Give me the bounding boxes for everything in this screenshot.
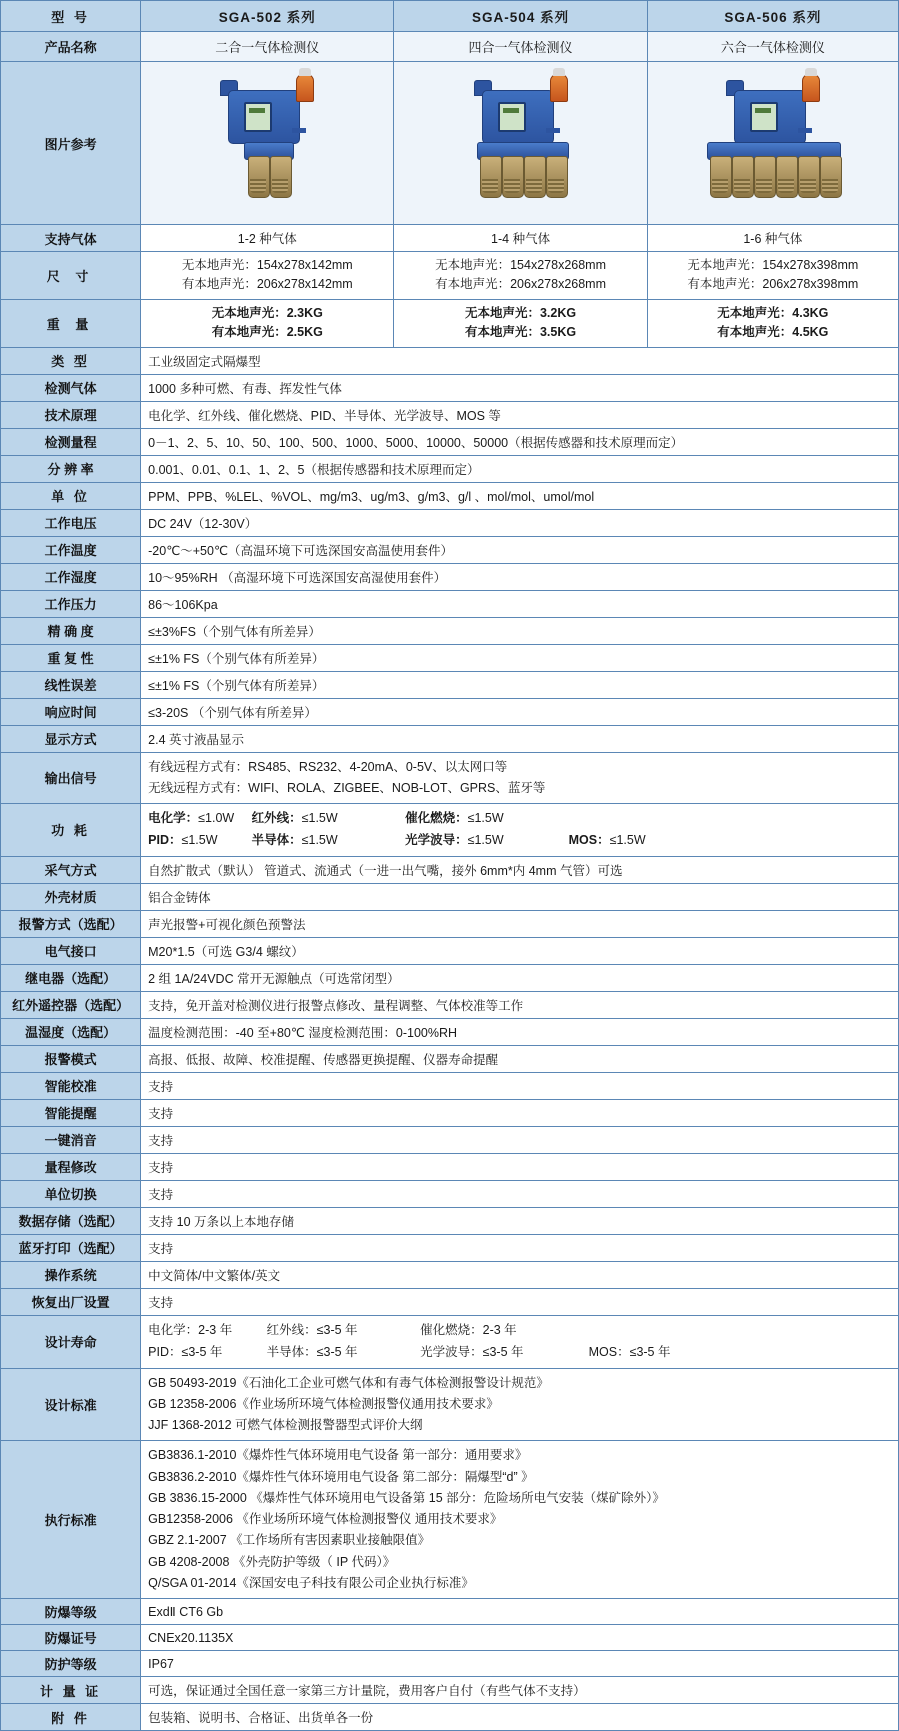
exec-standard-line1: GB3836.1-2010《爆炸性气体环境用电气设备 第一部分：通用要求》 — [148, 1448, 528, 1463]
support-gas-2: 1-4 种气体 — [394, 225, 647, 252]
model-header-3: SGA-506 系列 — [647, 1, 898, 32]
size-3 — [647, 252, 898, 300]
table-row-weight — [1, 299, 899, 347]
row-value-rows-7: -20℃～+50℃（高温环境下可选深国安高温使用套件） — [141, 536, 899, 563]
row-label-rows-4: 分 辨 率 — [1, 455, 141, 482]
exec-standard-line6: GB 4208-2008 《外壳防护等级（ IP 代码）》 — [148, 1554, 396, 1569]
row-value-rows2-13: 支持 10 万条以上本地存储 — [141, 1207, 899, 1234]
size-2-line1: 无本地声光：154x278x268mm — [435, 258, 607, 272]
table-row — [1, 1234, 899, 1261]
power-item-4: PID：≤1.5W — [148, 832, 218, 847]
exec-standard-line2: GB3836.2-2010《爆炸性气体环境用电气设备 第二部分：隔爆型“d” 》 — [148, 1469, 534, 1484]
table-row-size — [1, 252, 899, 300]
row-label-power: 功 耗 — [1, 804, 141, 857]
power-item-1: 电化学：≤1.0W — [148, 811, 235, 825]
design-life-item-5: 半导体：≤3-5 年 — [266, 1344, 358, 1359]
table-row — [1, 671, 899, 698]
weight-2-line2: 有本地声光：3.5KG — [464, 325, 577, 340]
table-row — [1, 698, 899, 725]
power-line-2 — [148, 830, 891, 852]
product-image-2 — [394, 62, 647, 225]
design-life-item-3: 催化燃烧：2-3 年 — [420, 1322, 517, 1337]
table-row — [1, 1180, 899, 1207]
size-1 — [141, 252, 394, 300]
table-row — [1, 374, 899, 401]
row-value-rows2-10: 支持 — [141, 1126, 899, 1153]
design-standard-line2: GB 12358-2006《作业场所环境气体检测报警仪通用技术要求》 — [148, 1396, 499, 1411]
power-item-2: 红外线：≤1.5W — [251, 811, 338, 825]
design-life-item-7: MOS：≤3-5 年 — [588, 1344, 671, 1359]
spec-rows-group-3 — [1, 1599, 899, 1731]
row-label-rows2-9: 智能提醒 — [1, 1099, 141, 1126]
table-row — [1, 1045, 899, 1072]
row-label-size: 尺 寸 — [1, 252, 141, 300]
gas-detector-illustration-4 — [446, 68, 596, 218]
row-label-rows2-11: 量程修改 — [1, 1153, 141, 1180]
table-row — [1, 1126, 899, 1153]
product-name-3: 六合一气体检测仪 — [647, 32, 898, 62]
table-row — [1, 1207, 899, 1234]
row-value-rows-14: 2.4 英寸液晶显示 — [141, 725, 899, 752]
weight-1-line2: 有本地声光：2.5KG — [211, 325, 323, 340]
table-row-model — [1, 1, 899, 32]
table-row — [1, 590, 899, 617]
spec-rows-group-1 — [1, 347, 899, 752]
exec-standard-line7: Q/SGA 01-2014《深国安电子科技有限公司企业执行标准》 — [148, 1575, 474, 1590]
row-label-rows2-12: 单位切换 — [1, 1180, 141, 1207]
design-life-line-2 — [148, 1342, 891, 1364]
table-row — [1, 428, 899, 455]
row-value-rows2-3: M20*1.5（可选 G3/4 螺纹） — [141, 937, 899, 964]
design-standard-value — [141, 1368, 899, 1441]
table-row — [1, 1072, 899, 1099]
row-label-rows-13: 响应时间 — [1, 698, 141, 725]
row-label-rows-9: 工作压力 — [1, 590, 141, 617]
row-value-rows-3: 0－1、2、5、10、50、100、500、1000、5000、10000、50000（根据传感器和技术原理而定） — [141, 428, 899, 455]
table-row-design-life — [1, 1315, 899, 1368]
table-row — [1, 401, 899, 428]
table-row — [1, 883, 899, 910]
row-label-rows3-0: 防爆等级 — [1, 1599, 141, 1625]
row-label-design-life: 设计寿命 — [1, 1315, 141, 1368]
row-label-output-signal: 输出信号 — [1, 752, 141, 804]
row-label-support-gas: 支持气体 — [1, 225, 141, 252]
design-life-value — [141, 1315, 899, 1368]
row-label-weight: 重 量 — [1, 299, 141, 347]
table-row — [1, 964, 899, 991]
design-life-line-1 — [148, 1320, 891, 1342]
weight-3 — [647, 299, 898, 347]
row-label-rows2-5: 红外遥控器（选配） — [1, 991, 141, 1018]
table-row-design-standard — [1, 1368, 899, 1441]
row-value-rows-2: 电化学、红外线、催化燃烧、PID、半导体、光学波导、MOS 等 — [141, 401, 899, 428]
row-label-product-name: 产品名称 — [1, 32, 141, 62]
row-label-model: 型 号 — [1, 1, 141, 32]
product-image-1 — [141, 62, 394, 225]
row-label-rows3-1: 防爆证号 — [1, 1625, 141, 1651]
gas-detector-illustration-2 — [192, 68, 342, 218]
power-item-6: 光学波导：≤1.5W — [405, 832, 504, 847]
power-item-7: MOS：≤1.5W — [568, 832, 646, 847]
row-label-rows-5: 单 位 — [1, 482, 141, 509]
row-label-rows2-13: 数据存储（选配） — [1, 1207, 141, 1234]
power-item-5: 半导体：≤1.5W — [251, 832, 338, 847]
table-row-power — [1, 804, 899, 857]
table-row — [1, 1704, 899, 1731]
row-label-rows2-6: 温湿度（选配） — [1, 1018, 141, 1045]
size-3-line2: 有本地声光：206x278x398mm — [687, 277, 859, 292]
row-label-rows3-3: 计 量 证 — [1, 1677, 141, 1704]
row-label-rows-0: 类 型 — [1, 347, 141, 374]
row-value-rows3-4: 包装箱、说明书、合格证、出货单各一份 — [141, 1704, 899, 1731]
row-value-rows-4: 0.001、0.01、0.1、1、2、5（根据传感器和技术原理而定） — [141, 455, 899, 482]
row-value-rows3-2: IP67 — [141, 1651, 899, 1677]
table-row — [1, 1599, 899, 1625]
row-value-rows2-11: 支持 — [141, 1153, 899, 1180]
row-value-rows-13: ≤3-20S （个别气体有所差异） — [141, 698, 899, 725]
row-label-design-standard: 设计标准 — [1, 1368, 141, 1441]
row-value-rows2-4: 2 组 1A/24VDC 常开无源触点（可选常闭型） — [141, 964, 899, 991]
size-2 — [394, 252, 647, 300]
product-image-3 — [647, 62, 898, 225]
table-row — [1, 644, 899, 671]
table-row — [1, 1261, 899, 1288]
table-row-output-signal — [1, 752, 899, 804]
exec-standard-value — [141, 1441, 899, 1599]
table-row — [1, 455, 899, 482]
table-row — [1, 1651, 899, 1677]
row-label-rows-12: 线性误差 — [1, 671, 141, 698]
row-label-rows2-10: 一键消音 — [1, 1126, 141, 1153]
table-row — [1, 937, 899, 964]
row-value-rows-11: ≤±1% FS（个别气体有所差异） — [141, 644, 899, 671]
table-row — [1, 482, 899, 509]
table-row — [1, 725, 899, 752]
design-life-item-1: 电化学：2-3 年 — [148, 1322, 233, 1337]
row-value-rows3-0: ExdⅡ CT6 Gb — [141, 1599, 899, 1625]
row-label-rows-6: 工作电压 — [1, 509, 141, 536]
table-row-image — [1, 62, 899, 225]
weight-2 — [394, 299, 647, 347]
weight-3-line2: 有本地声光：4.5KG — [717, 325, 829, 340]
exec-standard-line4: GB12358-2006 《作业场所环境气体检测报警仪 通用技术要求》 — [148, 1512, 503, 1526]
row-value-rows-0: 工业级固定式隔爆型 — [141, 347, 899, 374]
table-row — [1, 1677, 899, 1704]
table-row — [1, 1625, 899, 1651]
row-label-rows2-15: 操作系统 — [1, 1261, 141, 1288]
table-row — [1, 347, 899, 374]
row-label-rows2-16: 恢复出厂设置 — [1, 1288, 141, 1315]
weight-2-line1: 无本地声光：3.2KG — [464, 305, 577, 320]
design-life-item-4: PID：≤3-5 年 — [148, 1344, 223, 1359]
table-row — [1, 1153, 899, 1180]
row-label-rows-14: 显示方式 — [1, 725, 141, 752]
power-line-1 — [148, 808, 891, 830]
row-label-rows-11: 重 复 性 — [1, 644, 141, 671]
gas-detector-illustration-6 — [698, 68, 848, 218]
row-value-rows-9: 86～106Kpa — [141, 590, 899, 617]
design-life-item-6: 光学波导：≤3-5 年 — [420, 1344, 524, 1359]
row-label-rows2-4: 继电器（选配） — [1, 964, 141, 991]
weight-1 — [141, 299, 394, 347]
row-label-rows2-3: 电气接口 — [1, 937, 141, 964]
row-value-rows-12: ≤±1% FS（个别气体有所差异） — [141, 671, 899, 698]
row-label-rows2-8: 智能校准 — [1, 1072, 141, 1099]
output-signal-value — [141, 752, 899, 804]
row-label-rows-3: 检测量程 — [1, 428, 141, 455]
row-value-rows2-6: 温度检测范围：-40 至+80℃ 湿度检测范围：0-100%RH — [141, 1018, 899, 1045]
table-row — [1, 1288, 899, 1315]
row-value-rows2-0: 自然扩散式（默认） 管道式、流通式（一进一出气嘴，接外 6mm*内 4mm 气管）可选 — [141, 856, 899, 883]
table-row — [1, 910, 899, 937]
row-label-rows-1: 检测气体 — [1, 374, 141, 401]
table-row — [1, 991, 899, 1018]
table-row-exec-standard — [1, 1441, 899, 1599]
row-value-rows-6: DC 24V（12-30V） — [141, 509, 899, 536]
row-value-rows2-8: 支持 — [141, 1072, 899, 1099]
product-name-1: 二合一气体检测仪 — [141, 32, 394, 62]
row-value-rows2-9: 支持 — [141, 1099, 899, 1126]
table-row — [1, 617, 899, 644]
row-value-rows2-7: 高报、低报、故障、校准提醒、传感器更换提醒、仪器寿命提醒 — [141, 1045, 899, 1072]
row-label-rows2-2: 报警方式（选配） — [1, 910, 141, 937]
row-label-rows2-1: 外壳材质 — [1, 883, 141, 910]
row-value-rows2-5: 支持，免开盖对检测仪进行报警点修改、量程调整、气体校准等工作 — [141, 991, 899, 1018]
size-1-line1: 无本地声光：154x278x142mm — [181, 258, 353, 272]
row-label-rows2-0: 采气方式 — [1, 856, 141, 883]
output-signal-line2: 无线远程方式有：WIFI、ROLA、ZIGBEE、NOB-LOT、GPRS、蓝牙等 — [148, 780, 546, 795]
row-value-rows2-12: 支持 — [141, 1180, 899, 1207]
row-value-rows2-1: 铝合金铸体 — [141, 883, 899, 910]
table-row — [1, 509, 899, 536]
row-label-image: 图片参考 — [1, 62, 141, 225]
weight-3-line1: 无本地声光：4.3KG — [717, 305, 829, 320]
row-label-rows2-7: 报警模式 — [1, 1045, 141, 1072]
row-value-rows2-15: 中文简体/中文繁体/英文 — [141, 1261, 899, 1288]
size-3-line1: 无本地声光：154x278x398mm — [687, 258, 859, 272]
design-life-item-2: 红外线：≤3-5 年 — [266, 1322, 358, 1337]
row-label-rows-10: 精 确 度 — [1, 617, 141, 644]
row-value-rows2-2: 声光报警+可视化颜色预警法 — [141, 910, 899, 937]
row-value-rows2-16: 支持 — [141, 1288, 899, 1315]
weight-1-line1: 无本地声光：2.3KG — [211, 305, 323, 320]
size-2-line2: 有本地声光：206x278x268mm — [435, 277, 607, 292]
row-value-rows-10: ≤±3%FS（个别气体有所差异） — [141, 617, 899, 644]
row-value-rows2-14: 支持 — [141, 1234, 899, 1261]
design-standard-line1: GB 50493-2019《石油化工企业可燃气体和有毒气体检测报警设计规范》 — [148, 1375, 549, 1390]
model-header-1: SGA-502 系列 — [141, 1, 394, 32]
row-value-rows-1: 1000 多种可燃、有毒、挥发性气体 — [141, 374, 899, 401]
power-item-3: 催化燃烧：≤1.5W — [405, 811, 504, 825]
exec-standard-line3: GB 3836.15-2000 《爆炸性气体环境用电气设备第 15 部分：危险场所电气安装（煤矿除外）》 — [148, 1490, 665, 1505]
table-row — [1, 856, 899, 883]
row-label-rows3-2: 防护等级 — [1, 1651, 141, 1677]
row-label-rows-2: 技术原理 — [1, 401, 141, 428]
row-label-rows3-4: 附 件 — [1, 1704, 141, 1731]
support-gas-1: 1-2 种气体 — [141, 225, 394, 252]
table-row-support-gas — [1, 225, 899, 252]
exec-standard-line5: GBZ 2.1-2007 《工作场所有害因素职业接触限值》 — [148, 1533, 431, 1548]
row-value-rows3-1: CNEx20.1135X — [141, 1625, 899, 1651]
table-row-product-name — [1, 32, 899, 62]
table-row — [1, 1018, 899, 1045]
size-1-line2: 有本地声光：206x278x142mm — [181, 277, 353, 292]
table-row — [1, 536, 899, 563]
output-signal-line1: 有线远程方式有：RS485、RS232、4-20mA、0-5V、以太网口等 — [148, 759, 508, 774]
row-value-rows3-3: 可选，保证通过全国任意一家第三方计量院，费用客户自付（有些气体不支持） — [141, 1677, 899, 1704]
power-value — [141, 804, 899, 857]
row-label-rows-7: 工作温度 — [1, 536, 141, 563]
row-label-rows2-14: 蓝牙打印（选配） — [1, 1234, 141, 1261]
table-row — [1, 563, 899, 590]
support-gas-3: 1-6 种气体 — [647, 225, 898, 252]
table-row — [1, 1099, 899, 1126]
row-value-rows-8: 10～95%RH （高湿环境下可选深国安高湿使用套件） — [141, 563, 899, 590]
row-label-rows-8: 工作湿度 — [1, 563, 141, 590]
spec-rows-group-2 — [1, 856, 899, 1315]
row-value-rows-5: PPM、PPB、%LEL、%VOL、mg/m3、ug/m3、g/m3、g/l 、mol/mol、umol/mol — [141, 482, 899, 509]
model-header-2: SGA-504 系列 — [394, 1, 647, 32]
product-name-2: 四合一气体检测仪 — [394, 32, 647, 62]
design-standard-line3: JJF 1368-2012 可燃气体检测报警器型式评价大纲 — [148, 1418, 423, 1432]
row-label-exec-standard: 执行标准 — [1, 1441, 141, 1599]
